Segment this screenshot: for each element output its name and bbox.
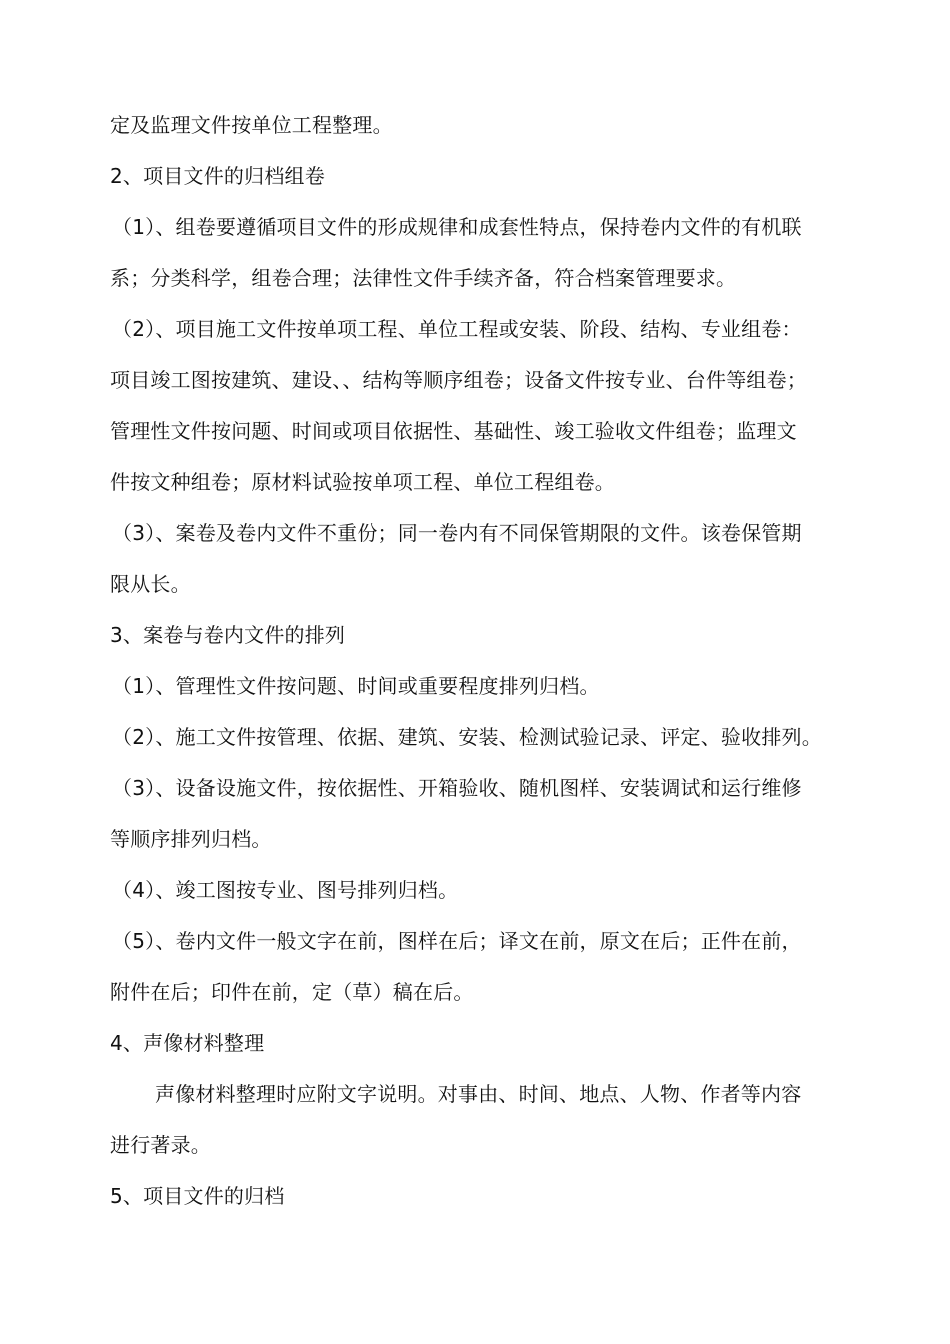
text-line-item-2-1: （1）、组卷要遵循项目文件的形成规律和成套性特点，保持卷内文件的有机联 — [112, 215, 802, 239]
text-line-item-2-1-cont: 系；分类科学，组卷合理；法律性文件手续齐备，符合档案管理要求。 — [110, 266, 737, 290]
text-line-item-3-5-cont: 附件在后；印件在前，定（草）稿在后。 — [110, 980, 474, 1004]
section-heading-5: 5、项目文件的归档 — [110, 1184, 285, 1208]
text-line-item-2-2: （2）、项目施工文件按单项工程、单位工程或安装、阶段、结构、专业组卷： — [112, 317, 802, 341]
text-line-item-2-2-cont-3: 件按文种组卷；原材料试验按单项工程、单位工程组卷。 — [110, 470, 615, 494]
text-line-item-3-1: （1）、管理性文件按问题、时间或重要程度排列归档。 — [112, 674, 600, 698]
section-heading-4: 4、声像材料整理 — [110, 1031, 265, 1055]
text-line-item-2-2-cont-2: 管理性文件按问题、时间或项目依据性、基础性、竣工验收文件组卷；监理文 — [110, 419, 797, 443]
text-line-paragraph-4-cont: 进行著录。 — [110, 1133, 211, 1157]
text-line-item-3-5: （5）、卷内文件一般文字在前，图样在后；译文在前，原文在后；正件在前， — [112, 929, 802, 953]
text-line-item-2-2-cont-1: 项目竣工图按建筑、建设、、结构等顺序组卷；设备文件按专业、台件等组卷； — [110, 368, 807, 392]
text-line-paragraph-4: 声像材料整理时应附文字说明。对事由、时间、地点、人物、作者等内容 — [155, 1082, 802, 1106]
text-line-continuation: 定及监理文件按单位工程整理。 — [110, 113, 393, 137]
text-line-item-2-3-cont: 限从长。 — [110, 572, 191, 596]
section-heading-3: 3、案卷与卷内文件的排列 — [110, 623, 346, 647]
text-line-item-3-2: （2）、施工文件按管理、依据、建筑、安装、检测试验记录、评定、验收排列。 — [112, 725, 822, 749]
text-line-item-3-3: （3）、设备设施文件，按依据性、开箱验收、随机图样、安装调试和运行维修 — [112, 776, 802, 800]
text-line-item-3-3-cont: 等顺序排列归档。 — [110, 827, 272, 851]
text-line-item-3-4: （4）、竣工图按专业、图号排列归档。 — [112, 878, 459, 902]
section-heading-2: 2、项目文件的归档组卷 — [110, 164, 325, 188]
text-line-item-2-3: （3）、案卷及卷内文件不重份；同一卷内有不同保管期限的文件。该卷保管期 — [112, 521, 802, 545]
